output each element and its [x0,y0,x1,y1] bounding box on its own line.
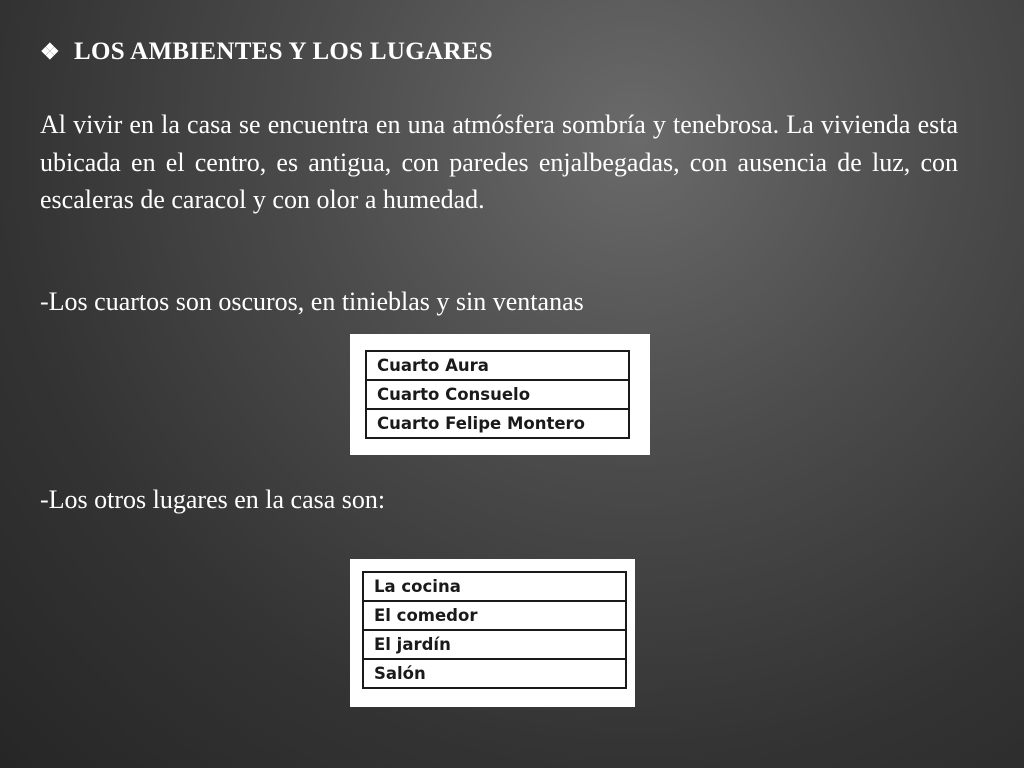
places-list [362,571,627,689]
list-item: Cuarto Consuelo [365,381,630,410]
places-intro: -Los otros lugares en la casa son: [40,485,386,514]
rooms-list [365,350,630,439]
heading-text: LOS AMBIENTES Y LOS LUGARES [74,38,493,65]
list-item: Cuarto Felipe Montero [365,410,630,439]
list-item: El comedor [362,602,627,631]
rooms-intro: -Los cuartos son oscuros, en tinieblas y sin ventanas [40,287,584,316]
list-item: Cuarto Aura [365,352,630,381]
diamond-bullet-icon: ❖ [40,39,61,64]
list-item: Salón [362,660,627,689]
slide-heading [40,38,493,66]
list-item: La cocina [362,573,627,602]
list-item: El jardín [362,631,627,660]
description-paragraph: Al vivir en la casa se encuentra en una atmósfera sombría y tenebrosa. La vivienda esta ubicada en el centro, es antigua, con paredes enjalbegadas, con ausencia de luz, con escaleras de caracol y con olor a humedad. [40,110,958,214]
places-table-image [350,559,635,707]
rooms-table-image [350,334,650,455]
